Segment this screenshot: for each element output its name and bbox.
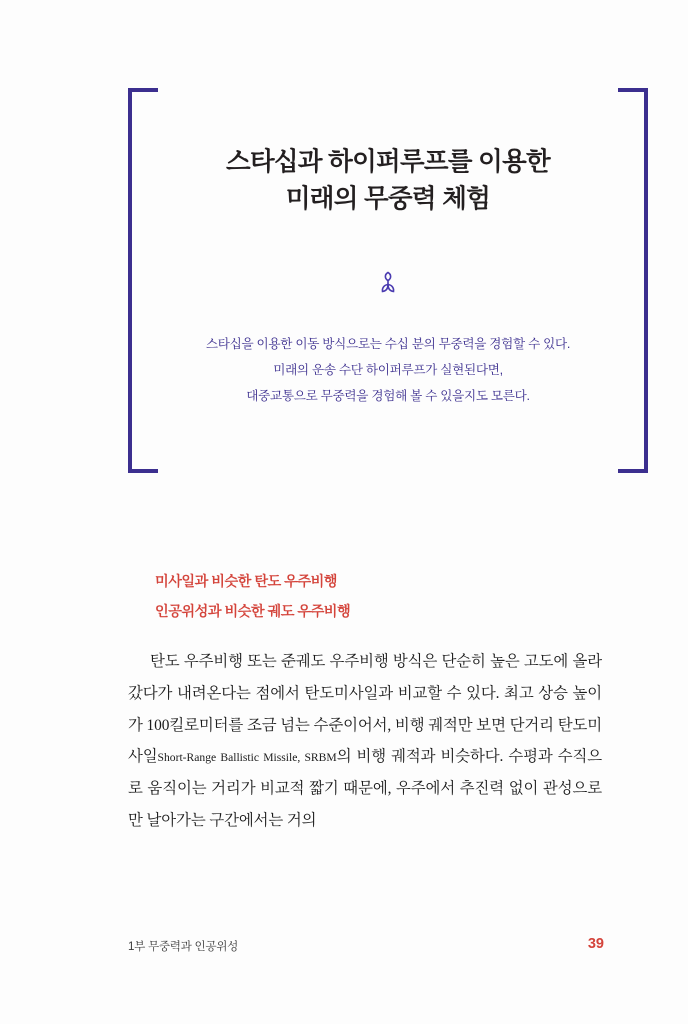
lede-line-3: 대중교통으로 무중력을 경험해 볼 수 있을지도 모른다. (246, 388, 530, 403)
chapter-title-line-2: 미래의 무중력 체험 (285, 184, 491, 213)
page-title (168, 144, 608, 218)
lede-line-1: 스타십을 이용한 이동 방식으로는 수십 분의 무중력을 경험할 수 있다. (205, 337, 571, 351)
chapter-title-line-1: 스타십과 하이퍼루프를 이용한 (226, 148, 550, 176)
footer-running-head: 1부 무중력과 인공위성 (128, 940, 239, 953)
lede-line-2: 미래의 운송 수단 하이퍼루프가 실현된다면, (273, 362, 503, 377)
chapter-lede (162, 332, 614, 409)
subheading-2: 인공위성과 비슷한 궤도 우주비행 (155, 603, 351, 620)
floral-ornament-icon (128, 270, 648, 294)
body-content (128, 575, 602, 837)
paragraph-segment-2: 의 비행 궤적과 비슷하다. 수평과 수직으로 움직이는 거리가 비교적 짧기 때문에, 우주에서 추진력 없이 관성으로만 날아가는 구간에서는 거의 (128, 748, 603, 829)
paragraph-inline-term: Short-Range Ballistic Missile, SRBM (157, 751, 337, 765)
subheading-1: 미사일과 비슷한 탄도 우주비행 (155, 574, 337, 590)
paragraph-segment-1: 탄도 우주비행 또는 준궤도 우주비행 방식은 단순히 높은 고도에 올라갔다가 내려온다는 점에서 탄도미사일과 비교할 수 있다. 최고 상승 높이가 100킬로미터를 조금 넘는 수준이어서, 비행 궤적만 보면 단거리 탄도미사일 (128, 653, 602, 766)
page-number: 39 (587, 936, 604, 952)
body-paragraph (128, 646, 602, 836)
chapter-title-block (128, 88, 648, 473)
